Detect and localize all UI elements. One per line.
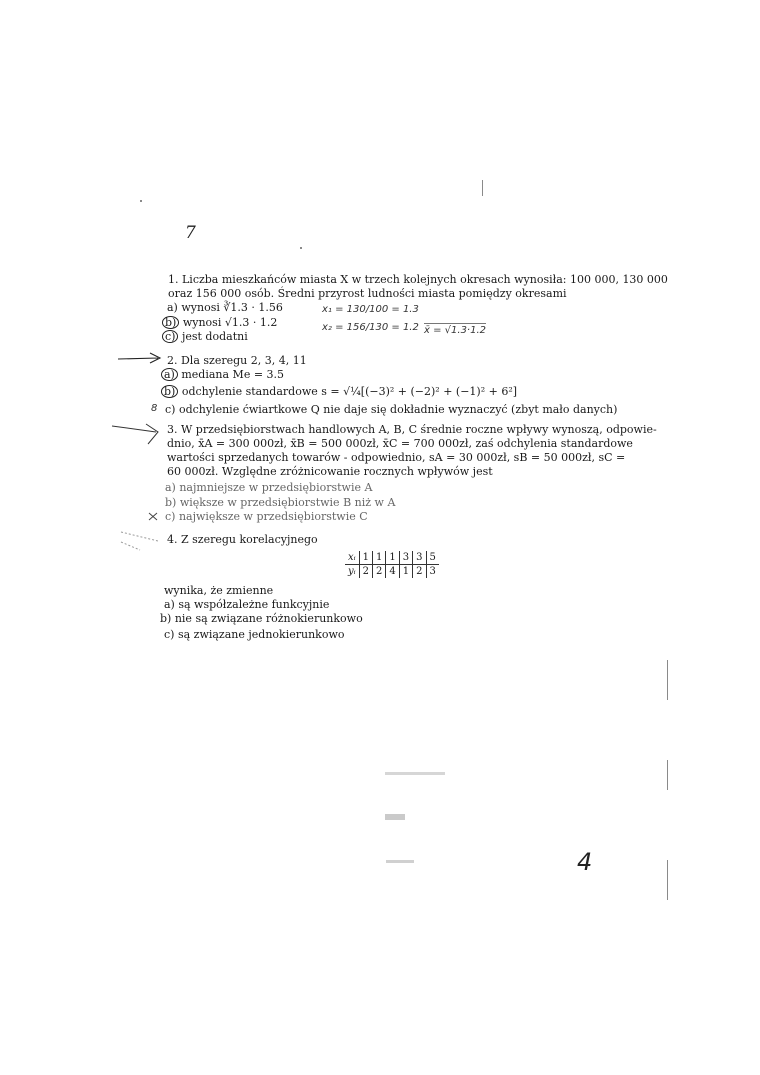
y-row [345, 565, 439, 579]
scan-speck [385, 772, 445, 775]
q2-option-a [161, 368, 284, 381]
q2-option-b-text: odchylenie standardowe s = √¼[(−3)² + (−2)² + (−1)² + 6²] [181, 385, 518, 398]
q2-option-c: c) odchylenie ćwiartkowe Q nie daje się dokładnie wyznaczyć (zbyt mało danych) [165, 403, 618, 416]
q1-stem-line2: oraz 156 000 osób. Średni przyrost ludności miasta pomiędzy okresami [168, 287, 567, 300]
q1-option-c-text: jest dodatni [181, 330, 248, 343]
q4-option-a: a) są współzależne funkcyjnie [164, 598, 330, 611]
x-cell: 1 [373, 551, 386, 565]
q2-option-b [161, 385, 517, 398]
q3-stem-line3: wartości sprzedanych towarów - odpowiednio, sA = 30 000zł, sB = 50 000zł, sC = [167, 451, 626, 464]
x-row-label: xᵢ [345, 551, 359, 565]
cross-mark-icon [147, 511, 159, 521]
q2-stem: 2. Dla szeregu 2, 3, 4, 11 [167, 354, 307, 367]
x-cell: 3 [399, 551, 412, 565]
y-cell: 2 [373, 565, 386, 579]
arrow-mark-q2-icon [116, 350, 164, 366]
q2-option-b-label: b) [161, 385, 178, 398]
q2-option-a-text: mediana Me = 3.5 [181, 368, 285, 381]
x-row [345, 551, 439, 565]
handwritten-initial: 4 [577, 848, 593, 876]
scan-speck [667, 660, 668, 700]
q1-handwritten-note-2: x₂ = 156/130 = 1.2 [322, 322, 419, 333]
q1-handwritten-note-1: x₁ = 130/100 = 1.3 [322, 304, 419, 315]
q4-intro: wynika, że zmienne [164, 584, 274, 597]
q1-option-c-label: c) [162, 330, 178, 343]
q1-option-a-text: wynosi ∛1.3 · 1.56 [181, 301, 283, 314]
q3-stem-line1: 3. W przedsiębiorstwach handlowych A, B, C średnie roczne wpływy wynoszą, odpowie- [167, 423, 657, 436]
y-cell: 2 [359, 565, 372, 579]
q3-stem-line2: dnio, x̄A = 300 000zł, x̄B = 500 000zł, x̄C = 700 000zł, zaś odchylenia standardowe [167, 437, 633, 450]
q1-option-c [162, 330, 248, 343]
q3-stem-line4: 60 000zł. Względne zróżnicowanie rocznych wpływów jest [167, 465, 493, 478]
q1-option-b-text: wynosi √1.3 · 1.2 [182, 316, 278, 329]
q1-option-b-label: b) [162, 316, 179, 329]
arrow-mark-q4-icon [118, 528, 166, 558]
q4-stem: 4. Z szeregu korelacyjnego [167, 533, 318, 546]
scan-speck [140, 200, 142, 202]
x-cell: 1 [359, 551, 372, 565]
correlation-table [345, 551, 439, 578]
page-number: 7 [185, 223, 196, 243]
q1-handwritten-note-3: x̄ = √1.3·1.2 [424, 325, 487, 336]
q2-margin-mark: 8 [151, 403, 158, 414]
y-cell: 4 [386, 565, 399, 579]
arrow-mark-q3-icon [110, 420, 162, 454]
y-row-label: yᵢ [348, 566, 356, 577]
q3-option-c: c) największe w przedsiębiorstwie C [165, 510, 368, 523]
scan-speck [386, 860, 414, 863]
scan-speck [385, 814, 405, 820]
q3-option-a: a) najmniejsze w przedsiębiorstwie A [165, 481, 373, 494]
q4-option-b: b) nie są związane różnokierunkowo [160, 612, 363, 625]
q1-option-a [167, 301, 283, 314]
q3-option-b: b) większe w przedsiębiorstwie B niż w A [165, 496, 396, 509]
scan-speck [667, 860, 668, 900]
q1-option-a-label: a) [167, 301, 178, 314]
q1-stem-line1: 1. Liczba mieszkańców miasta X w trzech kolejnych okresach wynosiła: 100 000, 130 000 [168, 273, 668, 286]
scan-speck [300, 247, 302, 249]
y-cell: 3 [426, 565, 439, 579]
x-cell: 1 [386, 551, 399, 565]
q4-option-c: c) są związane jednokierunkowo [164, 628, 345, 641]
q1-option-b [162, 316, 277, 329]
y-cell: 2 [413, 565, 426, 579]
x-cell: 5 [426, 551, 439, 565]
q2-option-a-label: a) [161, 368, 178, 381]
scan-speck [482, 180, 483, 196]
x-cell: 3 [413, 551, 426, 565]
correlation-table-grid [345, 551, 439, 578]
scan-speck [667, 760, 668, 790]
y-cell: 1 [399, 565, 412, 579]
